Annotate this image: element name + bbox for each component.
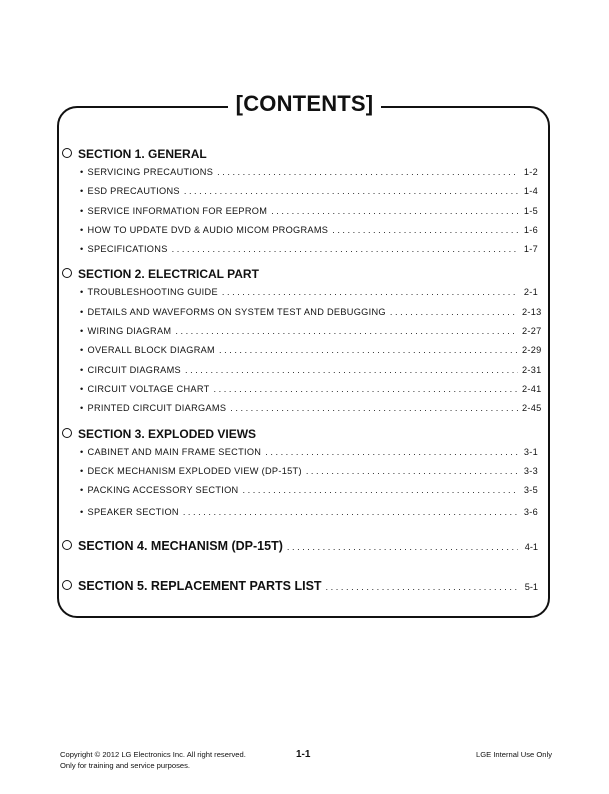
- bullet-icon: •: [80, 326, 84, 337]
- footer-left: [60, 750, 246, 771]
- toc-entry[interactable]: • PACKING ACCESSORY SECTION . . . 3-5: [62, 481, 538, 500]
- bullet-icon: •: [80, 167, 84, 177]
- dot-leader: [175, 322, 518, 341]
- circle-bullet-icon: [62, 148, 72, 158]
- section-heading[interactable]: SECTION 1. GENERAL: [62, 145, 538, 163]
- toc-entry[interactable]: • SPECIFICATIONS . . . 1-7: [62, 240, 538, 259]
- bullet-icon: •: [80, 306, 84, 317]
- bullet-icon: •: [80, 186, 84, 197]
- circle-bullet-icon: [62, 268, 72, 278]
- toc-entry[interactable]: • WIRING DIAGRAM . . . 2-27: [62, 322, 538, 341]
- dot-leader: [219, 341, 518, 360]
- toc-entry[interactable]: • CIRCUIT DIAGRAMS . . . 2-31: [62, 361, 538, 380]
- toc-entry[interactable]: • DETAILS AND WAVEFORMS ON SYSTEM TEST AND DEBUGGING . . . 2-13: [62, 303, 538, 322]
- toc-entry[interactable]: • SPEAKER SECTION . . . 3-6: [62, 503, 538, 522]
- section-heading[interactable]: SECTION 4. MECHANISM (DP-15T) . . . 4-1: [62, 537, 538, 555]
- toc-entry[interactable]: • TROUBLESHOOTING GUIDE . . . 2-1: [62, 283, 538, 302]
- toc-entry[interactable]: • SERVICING PRECAUTIONS . . . 1-2: [62, 163, 538, 182]
- bullet-icon: •: [80, 345, 84, 356]
- dot-leader: [183, 503, 518, 522]
- dot-leader: [222, 283, 518, 302]
- dot-leader: [230, 399, 518, 418]
- page-title: [CONTENTS]: [228, 91, 382, 117]
- dot-leader: [243, 481, 519, 500]
- dot-leader: [214, 380, 518, 399]
- section-heading[interactable]: SECTION 5. REPLACEMENT PARTS LIST . . . 5-1: [62, 577, 538, 595]
- dot-leader: [265, 443, 518, 462]
- toc-entry[interactable]: • PRINTED CIRCUIT DIARGAMS . . . 2-45: [62, 399, 538, 418]
- bullet-icon: •: [80, 244, 84, 255]
- toc-entry[interactable]: • CIRCUIT VOLTAGE CHART . . . 2-41: [62, 380, 538, 399]
- bullet-icon: •: [80, 287, 84, 298]
- toc-entry[interactable]: • ESD PRECAUTIONS . . . 1-4: [62, 182, 538, 201]
- dot-leader: [172, 240, 518, 259]
- dot-leader: [390, 303, 518, 322]
- dot-leader: [185, 361, 518, 380]
- dot-leader: [306, 462, 518, 481]
- bullet-icon: •: [80, 465, 84, 476]
- title-wrap: [0, 91, 609, 117]
- purpose-text: Only for training and service purposes.: [60, 760, 191, 770]
- toc-entry[interactable]: • CABINET AND MAIN FRAME SECTION . . . 3-1: [62, 443, 538, 462]
- bullet-icon: •: [80, 224, 84, 235]
- bullet-icon: •: [80, 507, 84, 518]
- table-of-contents: [62, 145, 542, 595]
- bullet-icon: •: [80, 364, 84, 375]
- toc-entry[interactable]: • SERVICE INFORMATION FOR EEPROM . . . 1-5: [62, 202, 538, 221]
- dot-leader: [271, 202, 518, 221]
- toc-entry[interactable]: • HOW TO UPDATE DVD & AUDIO MICOM PROGRAMS . . . 1-6: [62, 221, 538, 240]
- circle-bullet-icon: [62, 428, 72, 438]
- dot-leader: [184, 182, 518, 201]
- toc-entry[interactable]: • OVERALL BLOCK DIAGRAM . . . 2-29: [62, 341, 538, 360]
- section-heading[interactable]: SECTION 3. EXPLODED VIEWS: [62, 425, 538, 443]
- bullet-icon: •: [80, 403, 84, 414]
- copyright-text: Copyright © 2012 LG Electronics Inc. All right reserved.: [60, 750, 246, 759]
- bullet-icon: •: [80, 446, 84, 457]
- page-number: 1-1: [296, 749, 311, 760]
- bullet-icon: •: [80, 205, 84, 216]
- bullet-icon: •: [80, 485, 84, 496]
- classification-text: LGE Internal Use Only: [476, 750, 552, 759]
- dot-leader: [217, 163, 518, 182]
- dot-leader: [326, 578, 518, 596]
- circle-bullet-icon: [62, 540, 72, 550]
- dot-leader: [332, 221, 518, 240]
- section-heading[interactable]: SECTION 2. ELECTRICAL PART: [62, 265, 538, 283]
- dot-leader: [287, 538, 518, 556]
- toc-entry[interactable]: • DECK MECHANISM EXPLODED VIEW (DP-15T) . . . 3-3: [62, 462, 538, 481]
- bullet-icon: •: [80, 383, 84, 394]
- circle-bullet-icon: [62, 580, 72, 590]
